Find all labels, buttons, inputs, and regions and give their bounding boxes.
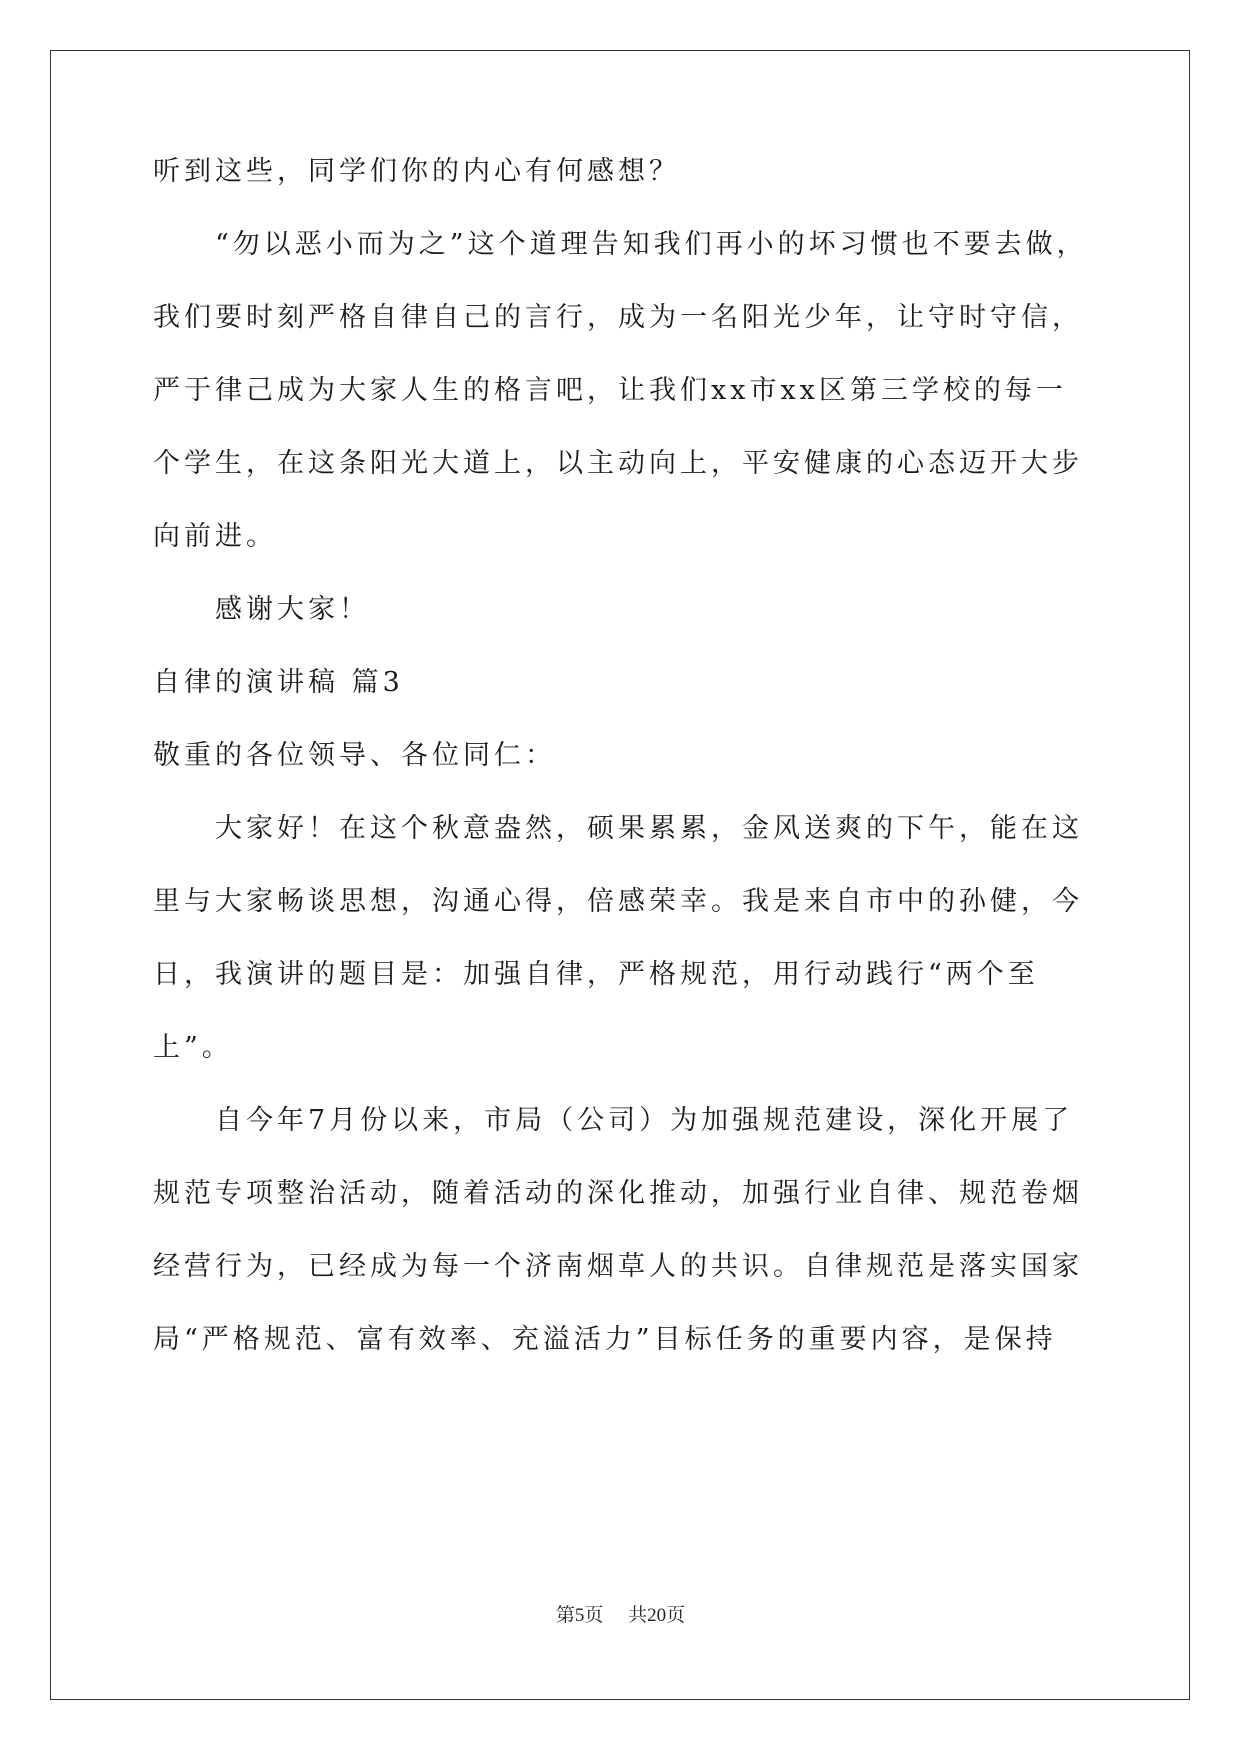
text-line: 我们要时刻严格自律自己的言行，成为一名阳光少年，让守时守信，	[153, 302, 1083, 333]
page-total: 共20页	[628, 1605, 686, 1626]
text-line: 向前进。	[153, 521, 277, 552]
text-line: “勿以恶小而为之”这个道理告知我们再小的坏习惯也不要去做，	[215, 229, 1088, 260]
text-line: 局“严格规范、富有效率、充溢活力”目标任务的重要内容，是保持	[153, 1324, 1057, 1355]
text-line: 里与大家畅谈思想，沟通心得，倍感荣幸。我是来自市中的孙健，今	[153, 886, 1083, 917]
page-footer	[0, 1604, 1241, 1628]
page-number: 第5页	[555, 1605, 604, 1626]
text-line: 经营行为，已经成为每一个济南烟草人的共识。自律规范是落实国家	[153, 1251, 1083, 1282]
text-line: 自今年7月份以来，市局（公司）为加强规范建设，深化开展了	[215, 1105, 1074, 1136]
salutation: 敬重的各位领导、各位同仁：	[153, 740, 556, 771]
text-line: 规范专项整治活动，随着活动的深化推动，加强行业自律、规范卷烟	[153, 1178, 1083, 1209]
text-line: 上”。	[153, 1032, 233, 1063]
text-line: 日，我演讲的题目是：加强自律，严格规范，用行动践行“两个至	[153, 959, 1039, 990]
text-line: 感谢大家！	[215, 594, 370, 625]
text-line: 听到这些，同学们你的内心有何感想？	[153, 156, 680, 187]
text-line: 大家好！在这个秋意盎然，硕果累累，金风送爽的下午，能在这	[215, 813, 1083, 844]
text-line: 严于律己成为大家人生的格言吧，让我们xx市xx区第三学校的每一	[153, 375, 1067, 406]
text-line: 个学生，在这条阳光大道上，以主动向上，平安健康的心态迈开大步	[153, 448, 1083, 479]
section-heading: 自律的演讲稿 篇3	[153, 667, 404, 698]
